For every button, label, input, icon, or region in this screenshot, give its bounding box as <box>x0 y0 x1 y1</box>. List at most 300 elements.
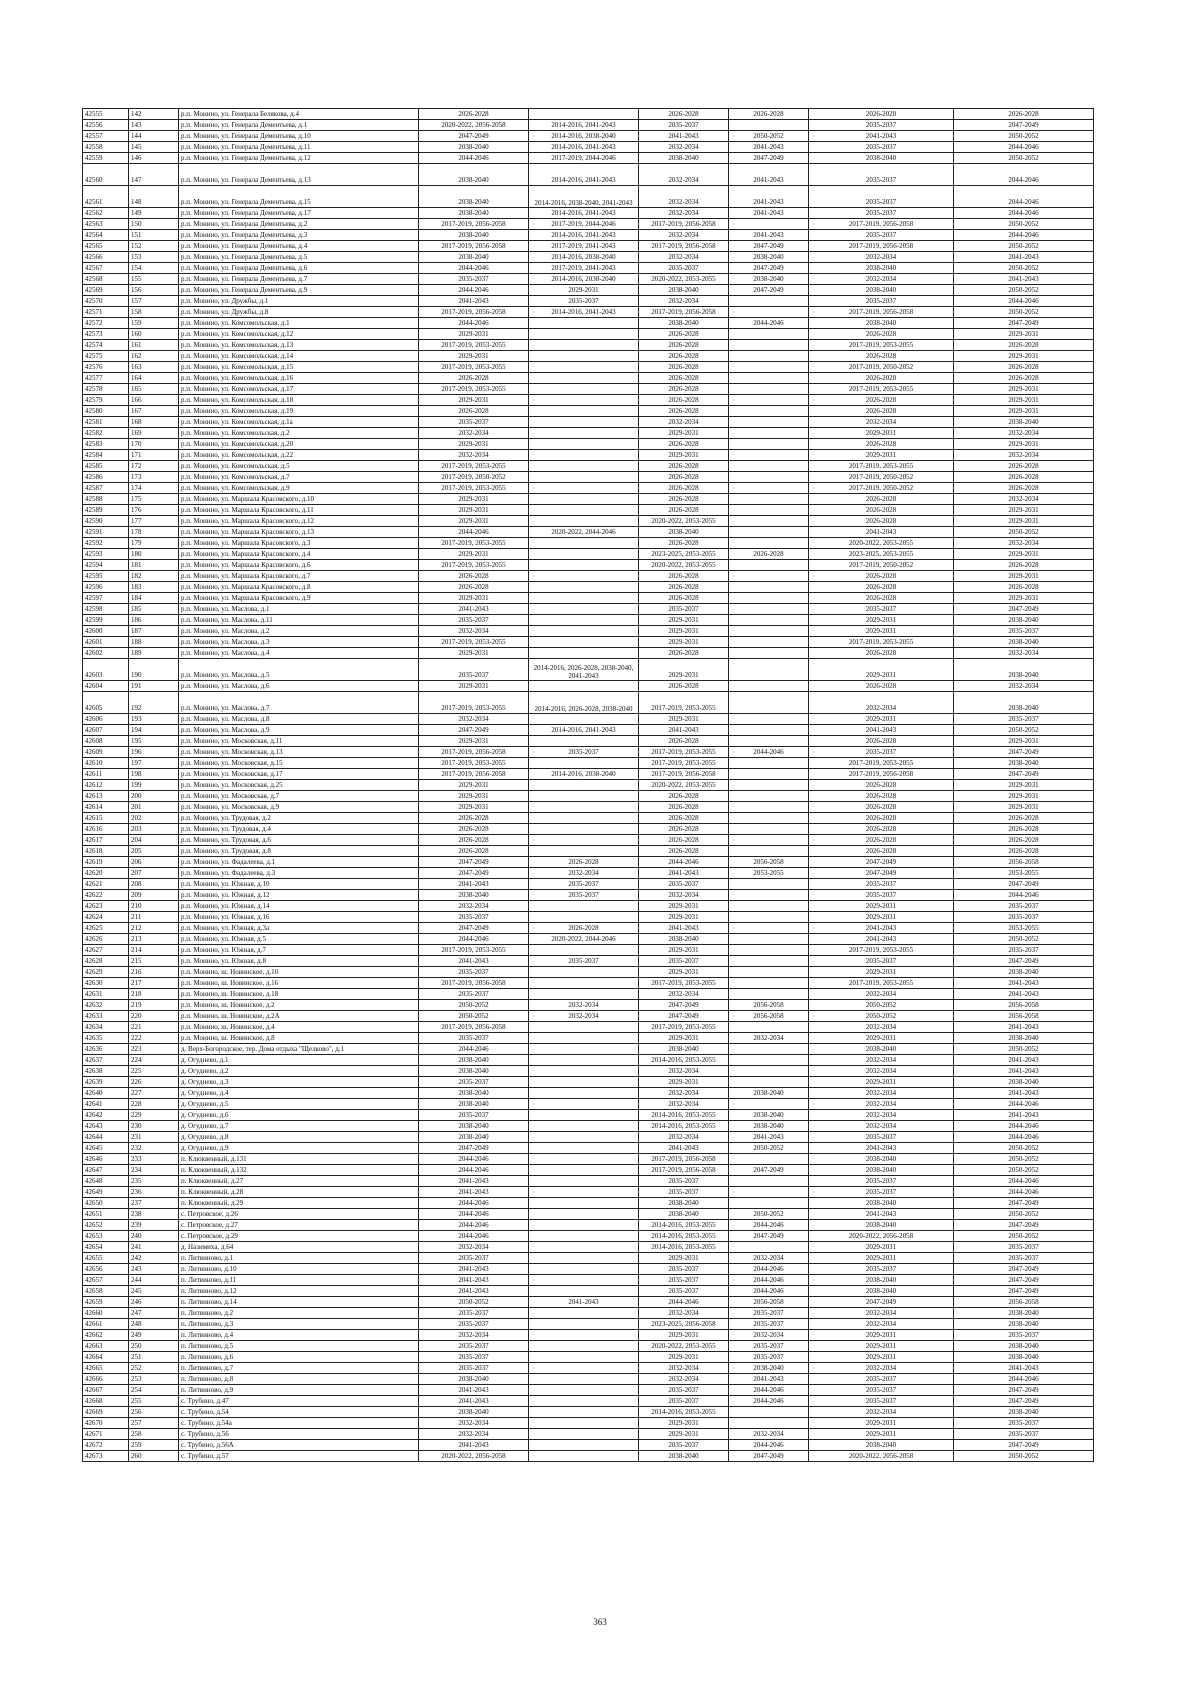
period-col-1-cell: 2041-2043 <box>419 296 529 307</box>
period-col-1-cell: 2026-2028 <box>419 571 529 582</box>
record-id-cell: 42630 <box>83 978 129 989</box>
period-col-1-cell: 2032-2034 <box>419 901 529 912</box>
period-col-3-cell: 2038-2040 <box>639 1451 729 1462</box>
period-col-2-cell <box>529 1143 639 1154</box>
address-cell: д. Огуднево, д.6 <box>179 1110 419 1121</box>
row-number-cell: 219 <box>129 1000 179 1011</box>
address-cell: р.п. Монино, ул. Московская, д.25 <box>179 780 419 791</box>
period-col-3-cell: 2026-2028 <box>639 824 729 835</box>
address-cell: д. Огуднево, д.9 <box>179 1143 419 1154</box>
table-row <box>83 538 1094 549</box>
table-row <box>83 164 1094 186</box>
row-number-cell: 247 <box>129 1308 179 1319</box>
period-col-6-cell: 2032-2034 <box>954 648 1094 659</box>
period-col-3-cell: 2026-2028 <box>639 483 729 494</box>
record-id-cell: 42593 <box>83 549 129 560</box>
period-col-1-cell: 2029-2031 <box>419 505 529 516</box>
address-cell: п. Клюквенный, д.132 <box>179 1165 419 1176</box>
period-col-1-cell: 2038-2040 <box>419 1121 529 1132</box>
period-col-1-cell: 2029-2031 <box>419 351 529 362</box>
record-id-cell: 42614 <box>83 802 129 813</box>
period-col-5-cell: 2017-2019, 2050-2052 <box>809 472 954 483</box>
address-cell: р.п. Монино, ул. Маршала Красовского, д.3 <box>179 538 419 549</box>
period-col-6-cell: 2038-2040 <box>954 1077 1094 1088</box>
table-row <box>83 648 1094 659</box>
address-cell: р.п. Монино, ул. Комсомольская, д.1 <box>179 318 419 329</box>
table-row <box>83 1374 1094 1385</box>
period-col-1-cell: 2038-2040 <box>419 1374 529 1385</box>
record-id-cell: 42600 <box>83 626 129 637</box>
record-id-cell: 42628 <box>83 956 129 967</box>
table-row <box>83 593 1094 604</box>
period-col-5-cell: 2026-2028 <box>809 329 954 340</box>
period-col-4-cell: 2032-2034 <box>729 1253 809 1264</box>
address-cell: п. Литвиново, д.4 <box>179 1330 419 1341</box>
period-col-5-cell: 2029-2031 <box>809 1330 954 1341</box>
record-id-cell: 42633 <box>83 1011 129 1022</box>
period-col-6-cell: 2050-2052 <box>954 1143 1094 1154</box>
row-number-cell: 151 <box>129 230 179 241</box>
period-col-4-cell: 2047-2049 <box>729 285 809 296</box>
period-col-3-cell: 2026-2028 <box>639 461 729 472</box>
period-col-6-cell: 2029-2031 <box>954 571 1094 582</box>
row-number-cell: 231 <box>129 1132 179 1143</box>
row-number-cell: 174 <box>129 483 179 494</box>
period-col-6-cell: 2050-2052 <box>954 153 1094 164</box>
period-col-5-cell: 2032-2034 <box>809 252 954 263</box>
period-col-5-cell: 2026-2028 <box>809 571 954 582</box>
period-col-6-cell: 2038-2040 <box>954 1341 1094 1352</box>
period-col-3-cell: 2029-2031 <box>639 615 729 626</box>
period-col-6-cell: 2041-2043 <box>954 1022 1094 1033</box>
row-number-cell: 167 <box>129 406 179 417</box>
period-col-4-cell <box>729 1187 809 1198</box>
row-number-cell: 182 <box>129 571 179 582</box>
row-number-cell: 184 <box>129 593 179 604</box>
period-col-1-cell: 2038-2040 <box>419 1055 529 1066</box>
period-col-4-cell <box>729 1154 809 1165</box>
period-col-1-cell: 2041-2043 <box>419 1264 529 1275</box>
period-col-6-cell: 2044-2046 <box>954 1132 1094 1143</box>
period-col-5-cell: 2023-2025, 2053-2055 <box>809 549 954 560</box>
row-number-cell: 252 <box>129 1363 179 1374</box>
period-col-2-cell <box>529 362 639 373</box>
address-cell: р.п. Монино, ул. Маршала Красовского, д.9 <box>179 593 419 604</box>
table-row <box>83 989 1094 1000</box>
row-number-cell: 152 <box>129 241 179 252</box>
row-number-cell: 230 <box>129 1121 179 1132</box>
record-id-cell: 42627 <box>83 945 129 956</box>
period-col-3-cell: 2041-2043 <box>639 1143 729 1154</box>
period-col-2-cell <box>529 780 639 791</box>
period-col-4-cell <box>729 956 809 967</box>
period-col-2-cell: 2026-2028 <box>529 923 639 934</box>
period-col-2-cell <box>529 395 639 406</box>
address-cell: р.п. Монино, ул. Маршала Красовского, д.7 <box>179 571 419 582</box>
row-number-cell: 222 <box>129 1033 179 1044</box>
record-id-cell: 42567 <box>83 263 129 274</box>
period-col-3-cell: 2032-2034 <box>639 417 729 428</box>
period-col-3-cell: 2026-2028 <box>639 351 729 362</box>
period-col-6-cell: 2026-2028 <box>954 824 1094 835</box>
period-col-6-cell: 2026-2028 <box>954 340 1094 351</box>
period-col-3-cell: 2035-2037 <box>639 263 729 274</box>
period-col-4-cell <box>729 736 809 747</box>
period-col-4-cell <box>729 1198 809 1209</box>
period-col-3-cell: 2017-2019, 2053-2055 <box>639 747 729 758</box>
period-col-1-cell: 2050-2052 <box>419 1000 529 1011</box>
period-col-6-cell: 2041-2043 <box>954 1066 1094 1077</box>
row-number-cell: 170 <box>129 439 179 450</box>
row-number-cell: 238 <box>129 1209 179 1220</box>
record-id-cell: 42613 <box>83 791 129 802</box>
record-id-cell: 42620 <box>83 868 129 879</box>
period-col-2-cell <box>529 681 639 692</box>
row-number-cell: 210 <box>129 901 179 912</box>
row-number-cell: 166 <box>129 395 179 406</box>
row-number-cell: 157 <box>129 296 179 307</box>
period-col-6-cell: 2026-2028 <box>954 582 1094 593</box>
period-col-1-cell: 2044-2046 <box>419 263 529 274</box>
period-col-4-cell <box>729 923 809 934</box>
period-col-1-cell: 2038-2040 <box>419 1088 529 1099</box>
address-cell: п. Клюквенный, д.29 <box>179 1198 419 1209</box>
address-cell: р.п. Монино, ул. Фадалеева, д.3 <box>179 868 419 879</box>
period-col-2-cell <box>529 1055 639 1066</box>
record-id-cell: 42603 <box>83 659 129 681</box>
period-col-5-cell: 2032-2034 <box>809 692 954 714</box>
period-col-5-cell: 2017-2019, 2053-2055 <box>809 758 954 769</box>
period-col-2-cell: 2026-2028 <box>529 857 639 868</box>
row-number-cell: 256 <box>129 1407 179 1418</box>
table-row <box>83 1286 1094 1297</box>
period-col-5-cell: 2038-2040 <box>809 318 954 329</box>
period-col-3-cell: 2041-2043 <box>639 868 729 879</box>
period-col-4-cell <box>729 1418 809 1429</box>
period-col-1-cell: 2044-2046 <box>419 1044 529 1055</box>
period-col-2-cell <box>529 846 639 857</box>
period-col-3-cell: 2029-2031 <box>639 1253 729 1264</box>
period-col-2-cell: 2014-2016, 2041-2043 <box>529 307 639 318</box>
period-col-3-cell: 2035-2037 <box>639 1440 729 1451</box>
row-number-cell: 199 <box>129 780 179 791</box>
table-row <box>83 263 1094 274</box>
period-col-5-cell: 2032-2034 <box>809 1022 954 1033</box>
period-col-5-cell: 2029-2031 <box>809 1033 954 1044</box>
period-col-2-cell: 2014-2016, 2041-2043 <box>529 142 639 153</box>
address-cell: р.п. Монино, ул. Генерала Дементьева, д.7 <box>179 274 419 285</box>
address-cell: р.п. Монино, ул. Московская, д.15 <box>179 758 419 769</box>
period-col-2-cell <box>529 1451 639 1462</box>
period-col-4-cell: 2038-2040 <box>729 1088 809 1099</box>
table-row <box>83 1418 1094 1429</box>
table-row <box>83 714 1094 725</box>
period-col-1-cell: 2038-2040 <box>419 1099 529 1110</box>
period-col-1-cell: 2038-2040 <box>419 186 529 208</box>
table-row <box>83 879 1094 890</box>
period-col-2-cell <box>529 1352 639 1363</box>
period-col-2-cell: 2014-2016, 2041-2043 <box>529 164 639 186</box>
period-col-5-cell: 2035-2037 <box>809 1385 954 1396</box>
period-col-4-cell <box>729 340 809 351</box>
record-id-cell: 42556 <box>83 120 129 131</box>
table-row <box>83 923 1094 934</box>
table-row <box>83 318 1094 329</box>
address-cell: р.п. Монино, ул. Генерала Дементьева, д.17 <box>179 208 419 219</box>
record-id-cell: 42648 <box>83 1176 129 1187</box>
period-col-2-cell: 2041-2043 <box>529 1297 639 1308</box>
period-col-2-cell <box>529 1022 639 1033</box>
row-number-cell: 241 <box>129 1242 179 1253</box>
period-col-2-cell: 2014-2016, 2038-2040 <box>529 131 639 142</box>
period-col-2-cell <box>529 736 639 747</box>
table-row <box>83 1341 1094 1352</box>
period-col-5-cell: 2041-2043 <box>809 527 954 538</box>
record-id-cell: 42590 <box>83 516 129 527</box>
record-id-cell: 42645 <box>83 1143 129 1154</box>
period-col-5-cell: 2026-2028 <box>809 494 954 505</box>
period-col-1-cell: 2017-2019, 2056-2058 <box>419 1022 529 1033</box>
period-col-6-cell: 2032-2034 <box>954 428 1094 439</box>
address-cell: р.п. Монино, ул. Маслова, д.6 <box>179 681 419 692</box>
address-cell: р.п. Монино, ул. Генерала Дементьева, д.3 <box>179 230 419 241</box>
row-number-cell: 258 <box>129 1429 179 1440</box>
period-col-6-cell: 2047-2049 <box>954 1286 1094 1297</box>
period-col-2-cell: 2014-2016, 2038-2040 <box>529 274 639 285</box>
period-col-5-cell: 2029-2031 <box>809 901 954 912</box>
period-col-6-cell: 2050-2052 <box>954 1451 1094 1462</box>
period-col-3-cell: 2029-2031 <box>639 1429 729 1440</box>
period-col-5-cell: 2026-2028 <box>809 582 954 593</box>
row-number-cell: 156 <box>129 285 179 296</box>
table-row <box>83 241 1094 252</box>
row-number-cell: 181 <box>129 560 179 571</box>
period-col-4-cell <box>729 296 809 307</box>
period-col-2-cell: 2032-2034 <box>529 1000 639 1011</box>
period-col-1-cell: 2035-2037 <box>419 615 529 626</box>
period-col-5-cell: 2017-2019, 2053-2055 <box>809 637 954 648</box>
period-col-5-cell: 2035-2037 <box>809 142 954 153</box>
period-col-6-cell: 2047-2049 <box>954 1264 1094 1275</box>
period-col-2-cell: 2014-2016, 2026-2028, 2038-2040, 2041-2043 <box>529 659 639 681</box>
period-col-1-cell: 2029-2031 <box>419 329 529 340</box>
row-number-cell: 172 <box>129 461 179 472</box>
period-col-4-cell <box>729 714 809 725</box>
table-row <box>83 659 1094 681</box>
period-col-4-cell: 2053-2055 <box>729 868 809 879</box>
period-col-6-cell: 2050-2052 <box>954 219 1094 230</box>
period-col-2-cell <box>529 967 639 978</box>
period-col-6-cell: 2029-2031 <box>954 516 1094 527</box>
period-col-2-cell <box>529 1176 639 1187</box>
period-col-4-cell: 2050-2052 <box>729 131 809 142</box>
period-col-6-cell: 2044-2046 <box>954 1187 1094 1198</box>
period-col-2-cell: 2017-2019, 2041-2043 <box>529 241 639 252</box>
period-col-1-cell: 2029-2031 <box>419 736 529 747</box>
record-id-cell: 42673 <box>83 1451 129 1462</box>
period-col-3-cell: 2020-2022, 2053-2055 <box>639 560 729 571</box>
period-col-3-cell: 2047-2049 <box>639 1011 729 1022</box>
address-cell: р.п. Монино, ул. Комсомольская, д.18 <box>179 395 419 406</box>
period-col-3-cell: 2035-2037 <box>639 1264 729 1275</box>
period-col-4-cell: 2044-2046 <box>729 1440 809 1451</box>
period-col-3-cell: 2026-2028 <box>639 846 729 857</box>
row-number-cell: 237 <box>129 1198 179 1209</box>
table-row <box>83 1099 1094 1110</box>
period-col-1-cell: 2029-2031 <box>419 648 529 659</box>
address-cell: д. Назимиха, д.64 <box>179 1242 419 1253</box>
period-col-4-cell <box>729 582 809 593</box>
address-cell: с. Трубино, д.57 <box>179 1451 419 1462</box>
row-number-cell: 176 <box>129 505 179 516</box>
address-cell: п. Литвиново, д.2 <box>179 1308 419 1319</box>
period-col-4-cell <box>729 571 809 582</box>
period-col-5-cell: 2029-2031 <box>809 912 954 923</box>
table-row <box>83 615 1094 626</box>
period-col-6-cell: 2035-2037 <box>954 945 1094 956</box>
period-col-4-cell <box>729 406 809 417</box>
period-col-6-cell: 2041-2043 <box>954 989 1094 1000</box>
record-id-cell: 42558 <box>83 142 129 153</box>
address-cell: р.п. Монино, ул. Трудовая, д.2 <box>179 813 419 824</box>
period-col-5-cell: 2017-2019, 2050-2052 <box>809 560 954 571</box>
row-number-cell: 218 <box>129 989 179 1000</box>
row-number-cell: 242 <box>129 1253 179 1264</box>
record-id-cell: 42596 <box>83 582 129 593</box>
period-col-4-cell: 2047-2049 <box>729 153 809 164</box>
period-col-1-cell: 2017-2019, 2053-2055 <box>419 461 529 472</box>
record-id-cell: 42617 <box>83 835 129 846</box>
period-col-1-cell: 2044-2046 <box>419 934 529 945</box>
period-col-2-cell <box>529 1440 639 1451</box>
period-col-3-cell: 2014-2016, 2053-2055 <box>639 1110 729 1121</box>
period-col-6-cell: 2029-2031 <box>954 549 1094 560</box>
period-col-4-cell <box>729 978 809 989</box>
table-row <box>83 428 1094 439</box>
address-cell: р.п. Монино, ул. Комсомольская, д.2 <box>179 428 419 439</box>
period-col-4-cell <box>729 505 809 516</box>
period-col-3-cell: 2035-2037 <box>639 1187 729 1198</box>
address-cell: р.п. Монино, ул. Комсомольская, д.19 <box>179 406 419 417</box>
address-cell: р.п. Монино, ул. Маршала Красовского, д.6 <box>179 560 419 571</box>
period-col-3-cell: 2032-2034 <box>639 142 729 153</box>
period-col-3-cell: 2026-2028 <box>639 472 729 483</box>
period-col-5-cell: 2041-2043 <box>809 1209 954 1220</box>
period-col-4-cell <box>729 494 809 505</box>
period-col-4-cell <box>729 1066 809 1077</box>
period-col-1-cell: 2044-2046 <box>419 1165 529 1176</box>
period-col-1-cell: 2035-2037 <box>419 659 529 681</box>
period-col-5-cell: 2047-2049 <box>809 1297 954 1308</box>
period-col-3-cell: 2026-2028 <box>639 395 729 406</box>
period-col-1-cell: 2020-2022, 2056-2058 <box>419 120 529 131</box>
period-col-1-cell: 2017-2019, 2056-2058 <box>419 241 529 252</box>
period-col-5-cell: 2041-2043 <box>809 923 954 934</box>
period-col-5-cell: 2032-2034 <box>809 1110 954 1121</box>
record-id-cell: 42637 <box>83 1055 129 1066</box>
address-cell: р.п. Монино, ул. Генерала Дементьева, д.5 <box>179 252 419 263</box>
table-row <box>83 780 1094 791</box>
period-col-5-cell: 2026-2028 <box>809 802 954 813</box>
period-col-6-cell: 2026-2028 <box>954 109 1094 120</box>
period-col-6-cell: 2026-2028 <box>954 461 1094 472</box>
period-col-4-cell <box>729 945 809 956</box>
period-col-3-cell: 2044-2046 <box>639 857 729 868</box>
row-number-cell: 227 <box>129 1088 179 1099</box>
period-col-1-cell: 2032-2034 <box>419 714 529 725</box>
address-cell: р.п. Монино, ш. Новинское, д.18 <box>179 989 419 1000</box>
row-number-cell: 207 <box>129 868 179 879</box>
row-number-cell: 192 <box>129 692 179 714</box>
address-cell: р.п. Монино, ул. Южная, д.12 <box>179 890 419 901</box>
table-row <box>83 395 1094 406</box>
table-row <box>83 967 1094 978</box>
period-col-5-cell: 2029-2031 <box>809 967 954 978</box>
period-col-6-cell: 2047-2049 <box>954 879 1094 890</box>
period-col-4-cell: 2038-2040 <box>729 274 809 285</box>
address-cell: р.п. Монино, ул. Генерала Дементьева, д.6 <box>179 263 419 274</box>
period-col-1-cell: 2041-2043 <box>419 1440 529 1451</box>
period-col-5-cell: 2029-2031 <box>809 615 954 626</box>
table-row <box>83 791 1094 802</box>
table-row <box>83 1209 1094 1220</box>
period-col-4-cell: 2044-2046 <box>729 1286 809 1297</box>
period-col-1-cell: 2035-2037 <box>419 989 529 1000</box>
period-col-4-cell: 2026-2028 <box>729 109 809 120</box>
period-col-5-cell: 2029-2031 <box>809 1429 954 1440</box>
period-col-4-cell <box>729 626 809 637</box>
period-col-1-cell: 2041-2043 <box>419 956 529 967</box>
period-col-3-cell: 2032-2034 <box>639 1308 729 1319</box>
period-col-4-cell: 2047-2049 <box>729 1451 809 1462</box>
period-col-2-cell <box>529 1253 639 1264</box>
period-col-4-cell <box>729 659 809 681</box>
period-col-2-cell <box>529 538 639 549</box>
period-col-2-cell: 2017-2019, 2041-2043 <box>529 263 639 274</box>
period-col-3-cell: 2014-2016, 2053-2055 <box>639 1220 729 1231</box>
row-number-cell: 195 <box>129 736 179 747</box>
address-cell: р.п. Монино, ул. Комсомольская, д.13 <box>179 340 419 351</box>
period-col-6-cell: 2044-2046 <box>954 208 1094 219</box>
address-cell: р.п. Монино, ул. Дружбы, д.8 <box>179 307 419 318</box>
table-row <box>83 373 1094 384</box>
period-col-3-cell: 2014-2016, 2053-2055 <box>639 1242 729 1253</box>
period-col-3-cell: 2026-2028 <box>639 494 729 505</box>
period-col-6-cell: 2050-2052 <box>954 725 1094 736</box>
period-col-1-cell: 2017-2019, 2053-2055 <box>419 384 529 395</box>
record-id-cell: 42561 <box>83 186 129 208</box>
period-col-1-cell: 2041-2043 <box>419 1187 529 1198</box>
period-col-6-cell: 2035-2037 <box>954 1242 1094 1253</box>
period-col-5-cell: 2035-2037 <box>809 604 954 615</box>
period-col-6-cell: 2044-2046 <box>954 1176 1094 1187</box>
period-col-1-cell: 2044-2046 <box>419 318 529 329</box>
period-col-3-cell: 2026-2028 <box>639 736 729 747</box>
address-cell: д. Огуднево, д.4 <box>179 1088 419 1099</box>
row-number-cell: 251 <box>129 1352 179 1363</box>
period-col-5-cell: 2026-2028 <box>809 406 954 417</box>
period-col-2-cell: 2029-2031 <box>529 285 639 296</box>
period-col-5-cell: 2026-2028 <box>809 824 954 835</box>
period-col-5-cell: 2035-2037 <box>809 879 954 890</box>
period-col-5-cell: 2035-2037 <box>809 956 954 967</box>
period-col-1-cell: 2047-2049 <box>419 857 529 868</box>
period-col-2-cell <box>529 1231 639 1242</box>
period-col-6-cell: 2026-2028 <box>954 362 1094 373</box>
period-col-3-cell: 2026-2028 <box>639 802 729 813</box>
period-col-3-cell: 2026-2028 <box>639 384 729 395</box>
record-id-cell: 42654 <box>83 1242 129 1253</box>
